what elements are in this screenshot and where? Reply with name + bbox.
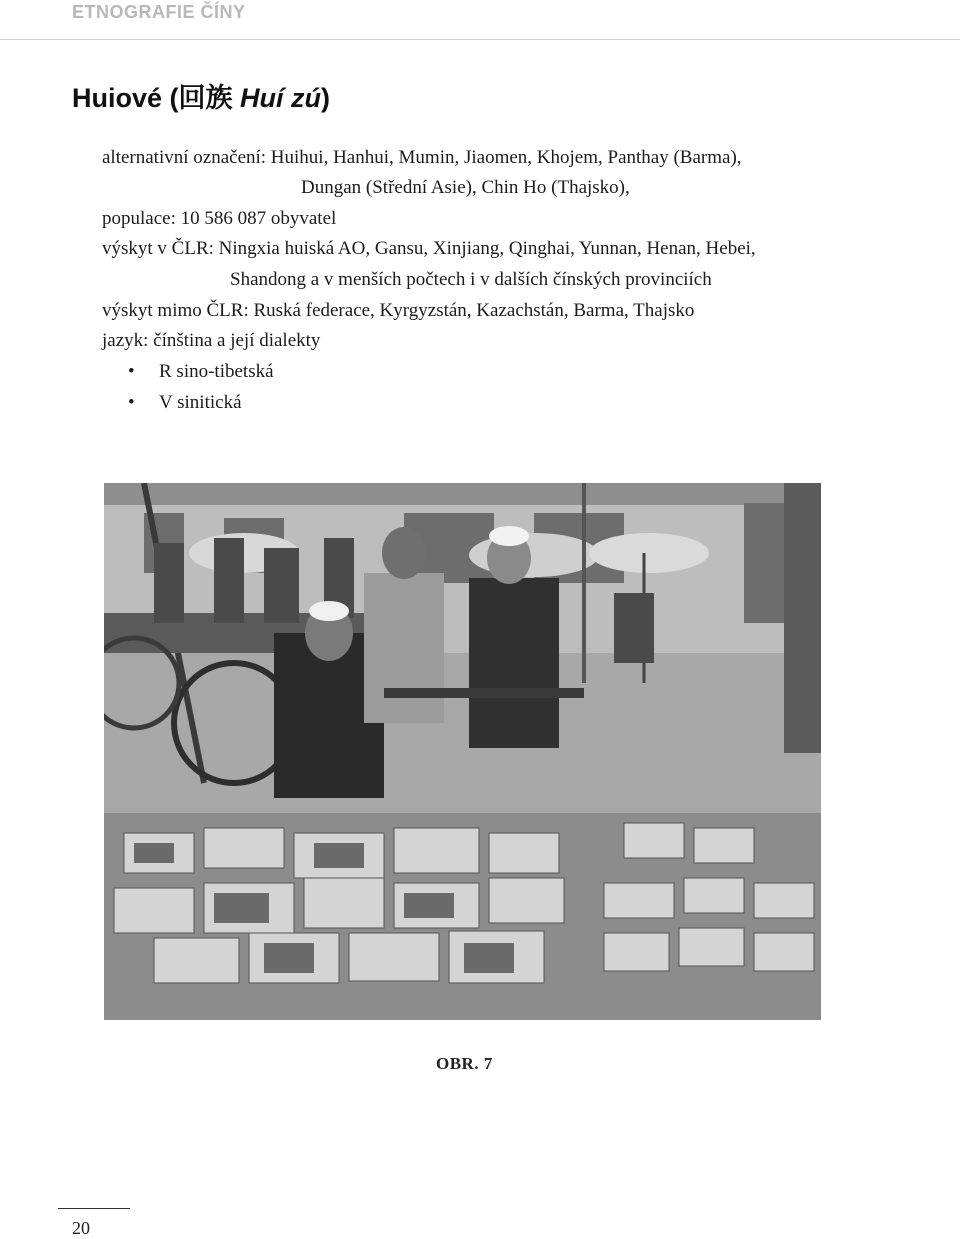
occurrence-line-2: Shandong a v menších počtech i v dalších čínských provinciích (230, 269, 712, 290)
alt-names-line-2: Dungan (Střední Asie), Chin Ho (Thajsko), (301, 177, 630, 198)
occurrence-line-1: výskyt v ČLR: Ningxia huiská AO, Gansu, Xinjiang, Qinghai, Yunnan, Henan, Hebei, (102, 238, 756, 259)
bullet-marker: • (128, 392, 135, 413)
running-head: ETNOGRAFIE ČÍNY (72, 2, 246, 22)
population-line: populace: 10 586 087 obyvatel (102, 208, 337, 229)
title-italic: Huí zú (240, 83, 322, 113)
language-line: jazyk: čínština a její dialekty (102, 330, 321, 351)
figure-photo (104, 483, 821, 1020)
title-main: Huiové (回族 (72, 83, 241, 113)
bullet-item-2: V sinitická (159, 392, 242, 413)
header-rule (0, 39, 960, 40)
figure-caption: OBR. 7 (436, 1054, 493, 1073)
alt-names-line-1: alternativní označení: Huihui, Hanhui, Mumin, Jiaomen, Khojem, Panthay (Barma), (102, 147, 742, 168)
bullet-item-1: R sino-tibetská (159, 361, 274, 382)
outside-line: výskyt mimo ČLR: Ruská federace, Kyrgyzstán, Kazachstán, Barma, Thajsko (102, 300, 695, 321)
photo-market-scene-icon (104, 483, 821, 1020)
page-number: 20 (72, 1218, 90, 1238)
page-title (72, 76, 330, 115)
bullet-marker: • (128, 361, 135, 382)
footer-rule (58, 1208, 130, 1209)
title-close: ) (321, 83, 331, 113)
